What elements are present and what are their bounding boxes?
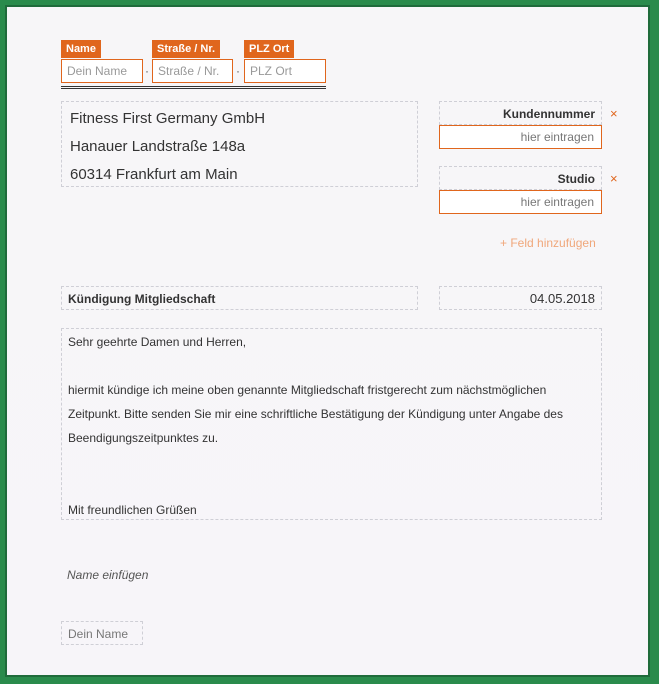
subject-text: Kündigung Mitgliedschaft [68,292,216,306]
signature-name: Dein Name [68,627,129,641]
sender-underline [61,86,326,89]
closing: Mit freundlichen Grüßen [68,503,197,517]
customer-number-label: Kundennummer [502,107,595,121]
studio-label: Studio [557,172,595,186]
subject-box[interactable] [61,286,418,310]
body-line: Beendigungszeitpunktes zu. [68,431,219,445]
customer-number-label-box [439,101,602,125]
sender-name-input[interactable]: Dein Name [61,59,143,83]
letter-page [5,5,650,677]
remove-customer-number-icon[interactable]: × [610,106,618,121]
sender-separator: · [236,64,240,78]
sender-street-tag: Straße / Nr. [152,40,220,58]
date-text: 04.05.2018 [529,291,595,306]
add-field-button[interactable]: + Feld hinzufügen [500,236,596,250]
letter-body[interactable] [61,328,602,520]
recipient-line: Fitness First Germany GmbH [70,110,266,127]
signature-name-box[interactable] [61,621,143,645]
sender-city-input[interactable]: PLZ Ort [244,59,326,83]
signature-label[interactable]: Name einfügen [67,568,149,582]
studio-label-box [439,166,602,190]
sender-separator: · [145,64,149,78]
sender-street-input[interactable]: Straße / Nr. [152,59,233,83]
recipient-address[interactable] [61,101,418,187]
recipient-line: Hanauer Landstraße 148a [70,138,246,155]
customer-number-input[interactable]: hier eintragen [439,125,602,149]
body-line: hiermit kündige ich meine oben genannte Mitgliedschaft fristgerecht zum nächstmöglichen [68,383,547,397]
sender-city-tag: PLZ Ort [244,40,294,58]
body-line: Zeitpunkt. Bitte senden Sie mir eine schriftliche Bestätigung der Kündigung unter Angabe des [68,407,563,421]
salutation: Sehr geehrte Damen und Herren, [68,335,247,349]
date-box[interactable] [439,286,602,310]
remove-studio-icon[interactable]: × [610,171,618,186]
sender-name-tag: Name [61,40,101,58]
recipient-line: 60314 Frankfurt am Main [70,166,238,183]
studio-input[interactable]: hier eintragen [439,190,602,214]
